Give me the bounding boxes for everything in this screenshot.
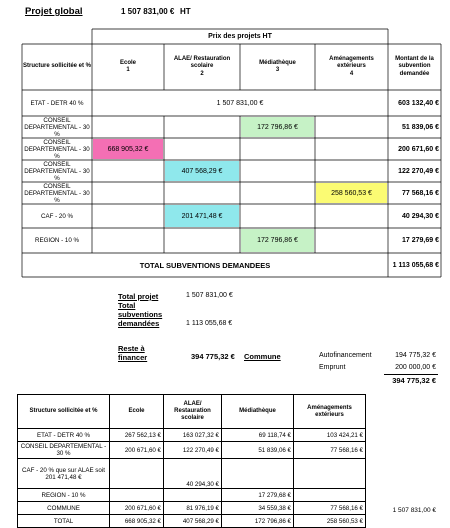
breakdown-cell	[294, 489, 366, 502]
breakdown-col-amenagements: Aménagements extérieurs	[294, 395, 366, 429]
table1-total-label: TOTAL SUBVENTIONS DEMANDEES	[139, 260, 271, 270]
table1-row-total: 603 132,40 €	[398, 99, 439, 107]
breakdown-cell	[294, 459, 366, 489]
breakdown-cell: 34 559,38 €	[222, 502, 294, 515]
reste-financer-value: 394 775,32 €	[191, 352, 235, 361]
breakdown-cell: 17 279,68 €	[222, 489, 294, 502]
reste-financer-label: Reste à financer	[118, 344, 148, 362]
breakdown-cell	[110, 489, 164, 502]
total-subventions-value: 1 113 055,68 €	[186, 320, 233, 327]
table-row	[18, 429, 366, 442]
table1-row-label: CAF - 20 %	[41, 212, 73, 220]
breakdown-cell	[222, 459, 294, 489]
breakdown-cell: 69 118,74 €	[222, 429, 294, 442]
breakdown-row-label: REGION - 10 %	[18, 489, 110, 502]
table1-row-total: 40 294,30 €	[402, 212, 439, 220]
breakdown-cell: 103 424,21 €	[294, 429, 366, 442]
project-title: Projet global	[25, 6, 83, 17]
table1-row-label: CONSEIL DEPARTEMENTAL - 30 %	[24, 138, 90, 160]
breakdown-cell: 668 905,32 €	[110, 515, 164, 528]
total-projet-label: Total projet	[118, 292, 159, 301]
table1-cell-alae: 201 471,48 €	[165, 205, 239, 227]
breakdown-header-row	[18, 395, 366, 429]
breakdown-cell: 267 562,13 €	[110, 429, 164, 442]
table1-row-total: 51 839,06 €	[402, 123, 439, 131]
project-amount: 1 507 831,00 €	[121, 7, 175, 16]
breakdown-cell: 258 560,53 €	[294, 515, 366, 528]
table1-row-total: 122 270,49 €	[398, 167, 439, 175]
table1-row-label: ETAT - DETR 40 %	[30, 99, 84, 107]
breakdown-cell	[110, 459, 164, 489]
breakdown-cell: 172 796,86 €	[222, 515, 294, 528]
table1-row-total: 77 568,16 €	[402, 189, 439, 197]
breakdown-col-ecole: Ecole	[110, 395, 164, 429]
table1-group-header: Prix des projets HT	[208, 32, 272, 40]
breakdown-col-structure: Structure sollicitée et %	[18, 395, 110, 429]
table1-total-value: 1 113 055,68 €	[392, 261, 439, 269]
table1-cell-ecole: 668 905,32 €	[93, 139, 163, 159]
table1-col-ecole: Ecole 1	[119, 59, 136, 73]
breakdown-grand-total: 1 507 831,00 €	[392, 507, 436, 514]
table1-merged-value: 1 507 831,00 €	[216, 99, 264, 107]
breakdown-cell: 77 568,16 €	[294, 442, 366, 459]
table-row	[18, 442, 366, 459]
table1-cell-amenagements: 258 560,53 €	[316, 183, 387, 203]
breakdown-cell: 407 568,29 €	[164, 515, 222, 528]
table1-col-mediatheque: Médiathèque 3	[259, 59, 296, 73]
breakdown-cell: 40 294,30 €	[164, 459, 222, 489]
table1-row-total: 17 279,69 €	[402, 237, 439, 244]
breakdown-cell: 122 270,49 €	[164, 442, 222, 459]
breakdown-cell: 200 671,60 €	[110, 442, 164, 459]
autofinancement-value: 194 775,32 €	[395, 352, 436, 359]
table-row	[18, 459, 366, 489]
table1-cell-alae: 407 568,29 €	[165, 161, 239, 181]
table1-row-label: CONSEIL DEPARTEMENTAL - 30 %	[24, 182, 90, 204]
breakdown-cell: 81 976,19 €	[164, 502, 222, 515]
total-subventions-label: Total subventions demandées	[118, 301, 163, 328]
breakdown-cell: 163 027,32 €	[164, 429, 222, 442]
breakdown-row-label: COMMUNE	[18, 502, 110, 515]
table1-row-total: 200 671,60 €	[398, 145, 439, 153]
emprunt-label: Emprunt	[319, 364, 346, 371]
sum-divider	[384, 374, 438, 375]
table1-col-alae: ALAE/ Restauration scolaire 2	[173, 55, 231, 77]
breakdown-cell	[164, 489, 222, 502]
table1-cell-mediatheque: 172 796,86 €	[241, 229, 314, 252]
breakdown-row-label: CONSEIL DEPARTEMENTAL - 30 %	[18, 442, 110, 459]
breakdown-col-mediatheque: Médiathèque	[222, 395, 294, 429]
breakdown-row-label: TOTAL	[18, 515, 110, 528]
table1-row-label: REGION - 10 %	[34, 237, 79, 244]
autofinancement-label: Autofinancement	[319, 352, 372, 359]
table1-row-label: CONSEIL DEPARTEMENTAL - 30 %	[24, 160, 90, 182]
breakdown-cell: 51 839,06 €	[222, 442, 294, 459]
table1-col-amenagements: Aménagements extérieurs 4	[329, 55, 374, 77]
breakdown-cell: 77 568,16 €	[294, 502, 366, 515]
emprunt-value: 200 000,00 €	[395, 364, 436, 371]
table1-cell-mediatheque: 172 796,86 €	[241, 117, 314, 137]
total-projet-value: 1 507 831,00 €	[186, 292, 233, 299]
table-row	[18, 515, 366, 528]
commune-label: Commune	[244, 352, 281, 361]
table-row	[18, 489, 366, 502]
table1-col-montant: Montant de la subvention demandée	[395, 55, 434, 77]
table-row	[18, 502, 366, 515]
table1-col-structure: Structure sollicitée et %	[22, 63, 92, 70]
breakdown-cell: 200 671,60 €	[110, 502, 164, 515]
sum-value: 394 775,32 €	[392, 376, 436, 385]
table1-row-label: CONSEIL DEPARTEMENTAL - 30 %	[24, 116, 90, 138]
breakdown-row-label: ETAT - DETR 40 %	[18, 429, 110, 442]
project-amount-suffix: HT	[180, 7, 191, 16]
breakdown-table	[17, 394, 366, 528]
breakdown-row-label: CAF - 20 % que sur ALAE soit 201 471,48 €	[18, 459, 110, 489]
breakdown-col-alae: ALAE/ Restauration scolaire	[164, 395, 222, 429]
